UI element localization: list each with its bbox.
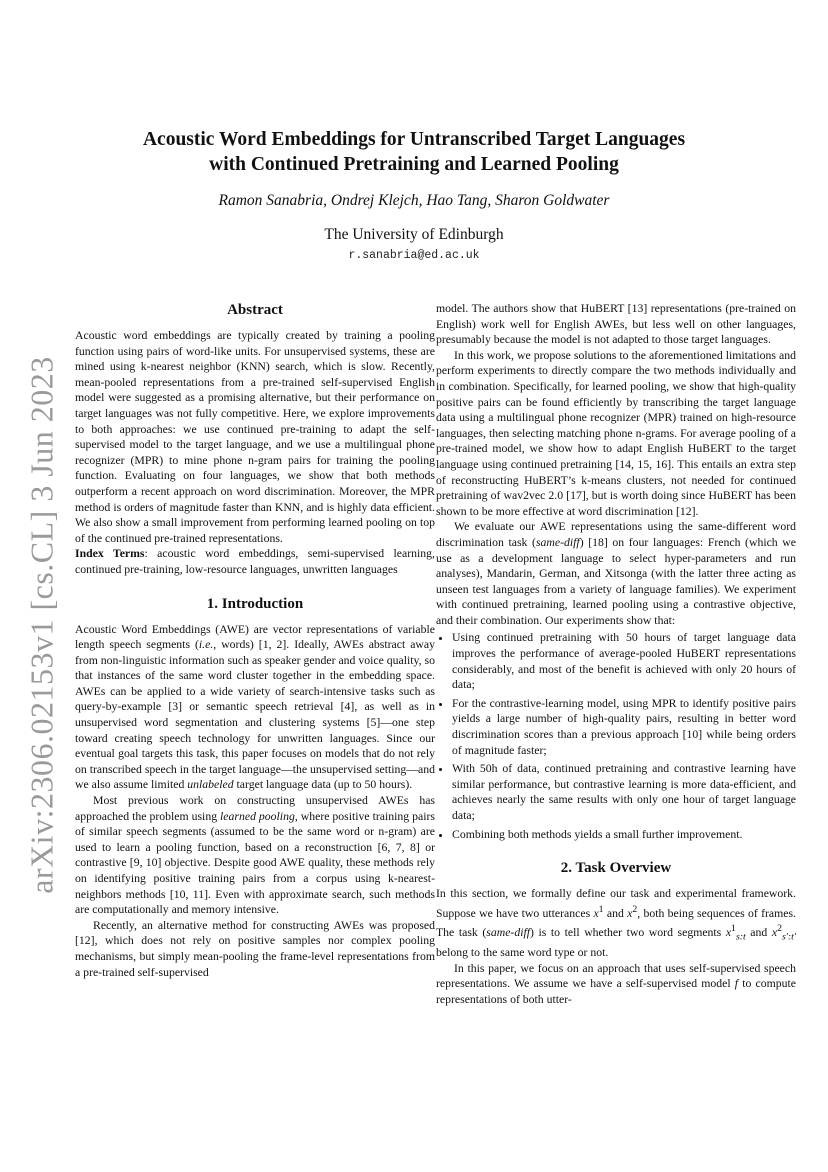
list-item: • For the contrastive-learning model, using MPR to identify positive pairs yields a large number of high-quality pairs, resulting in better word discrimination scores than a previous approach [10] while being orders of magnitude faster;	[452, 696, 796, 758]
list-item: • Combining both methods yields a small further improvement.	[452, 827, 796, 843]
intro-paragraph-6: We evaluate our AWE representations using the same-different word discrimination task (same-diff) [18] on four languages: French (which we use as a development language to select hyper-parameters and run analyses), Mandarin, German, and Xitsonga (with the latter three acting as unseen test languages from a variety of language families). We experiment with continued pretraining, learned pooling using a contrastive objective, and their combination. Our experiments show that:	[436, 520, 796, 627]
intro-paragraph-5: In this work, we propose solutions to the aforementioned limitations and perform experiments to directly compare the two methods individually and in combination. Specifically, for learned pooling, we show that high-quality positive pairs can be found efficiently by transcribing the target language data using a multilingual phone recognizer (MPR) trained on high-resource languages, then selecting matching phone n-grams. For average pooling of a pre-trained model, we show how to adapt English HuBERT to the target language using continued pretraining [14, 15, 16]. This entails an extra step of reconstructing HuBERT’s k-means clusters, not needed for continued pretraining of wav2vec 2.0 [17], but is worth doing since HuBERT has been shown to be more effective at word discrimination [12].	[436, 348, 796, 518]
list-item: • With 50h of data, continued pretraining and contrastive learning have similar performance, but contrastive learning is more data-efficient, and achieves nearly the same results with only one hour of target language data;	[452, 761, 796, 823]
introduction-heading: 1. Introduction	[206, 595, 304, 612]
list-item: • Using continued pretraining with 50 hours of target language data improves the performance of average-pooled HuBERT representations considerably, and most of the benefit is achieved with only 20 hours of data;	[452, 630, 796, 692]
task-paragraph-1: In this section, we formally define our task and experimental framework. Suppose we have two utterances $x^1$ and $x^2$, both being sequences of frames. The task (same-diff) is to tell whether two word segments $x^1_{s:t}$ and $x^2_{s':t'}$ belong to the same word type or not.	[436, 887, 797, 960]
index-terms	[75, 546, 435, 577]
abstract-heading: Abstract	[227, 302, 283, 318]
affiliation: The University of Edinburgh	[324, 226, 504, 243]
title-line-1: Acoustic Word Embeddings for Untranscribed Target Languages	[142, 129, 686, 150]
intro-paragraph-3: Recently, an alternative method for constructing AWEs was proposed [12], which does not rely on positive samples nor complex pooling mechanisms, but simply mean-pooling the frame-level representations from a pre-trained self-supervised	[75, 918, 435, 979]
arxiv-stamp	[12, 345, 72, 905]
left-column	[75, 300, 435, 980]
abstract-text: Acoustic word embeddings are typically created by training a pooling function using pairs of word-like units. For unsupervised systems, these are mined using k-nearest neighbor (KNN) search, which is slow. Recently, mean-pooled representations from a pre-trained self-supervised English model were suggested as a promising alternative, but their performance on target languages was not fully competitive. Here, we explore improvements to both approaches: we use continued pre-training to adapt the self-supervised model to the target language, and we use a multilingual phone recognizer (MPR) to mine phone n-gram pairs for training the pooling function. Evaluating on four languages, we show that both methods outperform a recent approach on word discrimination. Moreover, the MPR method is orders of magnitude faster than KNN, and is highly data efficient. We also show a small improvement from performing learned pooling on top of the continued pre-trained representations.	[75, 329, 435, 545]
intro-paragraph-1: Acoustic Word Embeddings (AWE) are vector representations of variable length speech segments (i.e., words) [1, 2]. Ideally, AWEs abstract away from non-linguistic information such as speaker gender and voice quality, so that instances of the same word cluster together in the embedding space. AWEs can be applied to a wide variety of search-intensive tasks such as query-by-example [3] or semantic speech retrieval [4], as well as in unsupervised word segmentation and clustering systems [5]—one step toward creating speech technology for unwritten languages. Since our eventual goal targets this task, this paper focuses on models that do not rely on transcribed speech in the target language—the unsupervised setting—and we also assume limited unlabeled target language data (up to 50 hours).	[75, 622, 436, 792]
authors: Ramon Sanabria, Ondrej Klejch, Hao Tang, Sharon Goldwater	[218, 192, 610, 209]
contributions-list	[436, 630, 796, 842]
task-overview-heading: 2. Task Overview	[560, 860, 672, 877]
intro-paragraph-2: Most previous work on constructing unsupervised AWEs has approached the problem using learned pooling, where positive training pairs of similar speech segments (assumed to be the same word or n-gram) are used to learn a pooling function, based on a reconstruction [6, 7, 8] or contrastive [9, 10] objective. Despite good AWE quality, these methods rely on identifying positive training pairs from a corpus using k-nearest-neighbors methods [10, 11]. Even with approximate search, such methods are computationally and memory intensive.	[75, 794, 435, 917]
paper-title	[100, 127, 728, 177]
index-terms-text: : acoustic word embeddings, semi-supervised learning, continued pre-training, low-resource languages, unwritten languages	[75, 547, 435, 576]
title-line-2: with Continued Pretraining and Learned Pooling	[209, 154, 619, 175]
author-email[interactable]: r.sanabria@ed.ac.uk	[348, 249, 480, 262]
index-terms-label: Index Terms	[75, 547, 145, 561]
arxiv-identifier[interactable]: arXiv:2306.02153v1 [cs.CL] 3 Jun 2023	[23, 356, 60, 894]
intro-paragraph-4: model. The authors show that HuBERT [13] representations (pre-trained on English) work well for English AWEs, but less well on other languages, presumably because the model is not adapted to those target languages.	[436, 302, 796, 347]
right-column	[436, 301, 796, 1008]
task-paragraph-2: In this paper, we focus on an approach that uses self-supervised speech representations. We assume we have a self-supervised model f to compute representations of both utter-	[436, 961, 796, 1006]
